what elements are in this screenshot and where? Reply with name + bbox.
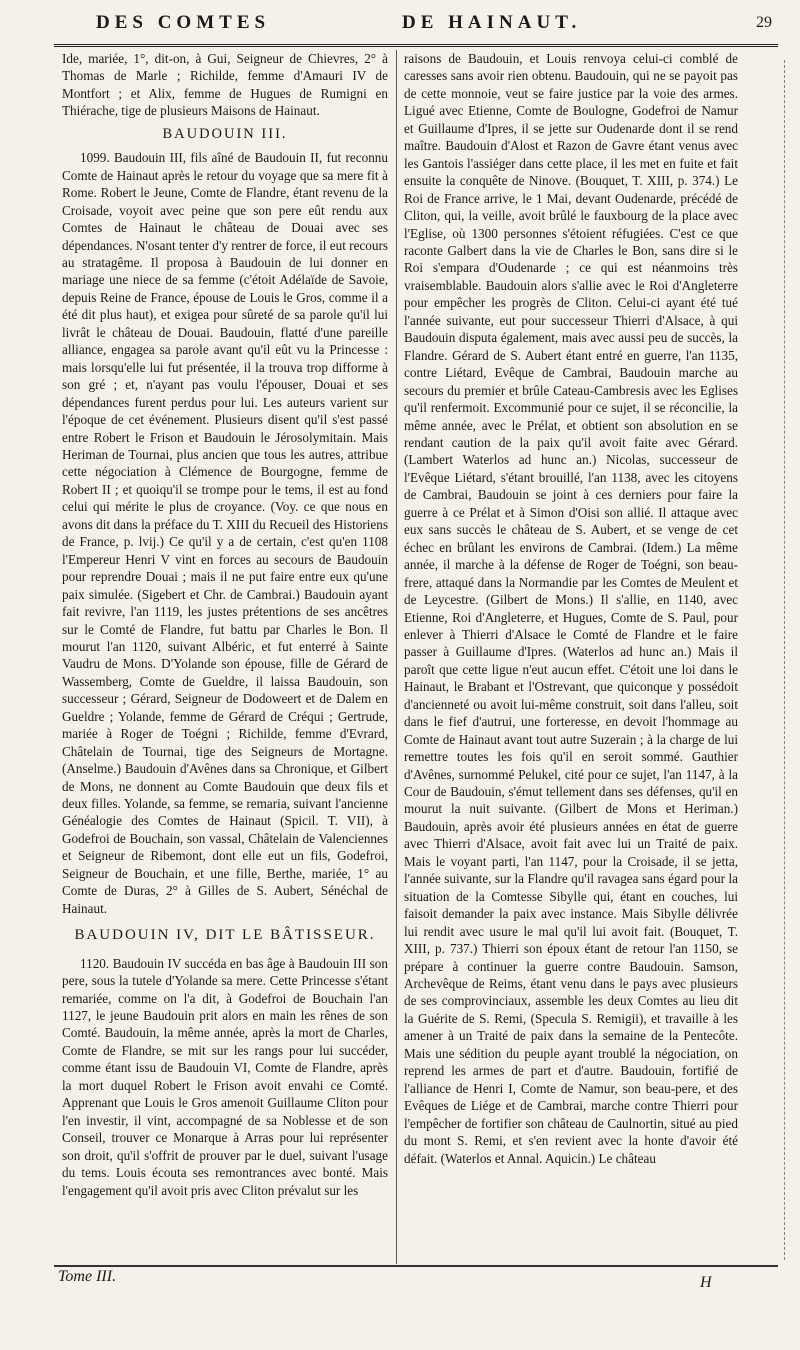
- page-edge: [784, 60, 788, 1260]
- header-rule: [54, 44, 778, 47]
- paragraph-baudouin-iv: 1120. Baudouin IV succéda en bas âge à Baudouin III son pere, sous la tutele d'Yolande sa mere. Cette Princesse s'étant remariée, comme on l'a dit, à Godefroi de Bouchain l'an 1127, le jeune Baudouin prit alors en main les rênes de son Comté. Baudouin, la même année, après la mort de Charles, Comte de Flandre, se mit sur les rangs pour lui succéder, comme étant issu de Baudouin VI, Comte de Flandre, après la mort duquel Robert le Frison avoit envahi ce Comté. Apprenant que Louis le Gros amenoit Guillaume Cliton pour l'en investir, il vint, accompagné de sa Noblesse et de son Conseil, trouver ce Monarque à Arras pour lui représenter son droit, qu'il s'offrit de prouver par le duel, suivant l'usage du tems. Louis écouta ses remontrances avec bonté. Mais l'engagement qu'il avoit pris avec Cliton prévalut sur les: [62, 955, 388, 1198]
- section-heading-baudouin-iv: BAUDOUIN IV, DIT LE BÂTISSEUR.: [74, 927, 376, 944]
- signature-mark: H: [700, 1274, 712, 1291]
- section-heading-baudouin-iii: BAUDOUIN III.: [162, 125, 288, 142]
- running-head: [50, 6, 782, 40]
- running-head-left: DES COMTES: [96, 12, 271, 33]
- intro-paragraph: Ide, mariée, 1°, dit-on, à Gui, Seigneur de Chievres, 2° à Thomas de Marle ; Richilde, femme d'Amauri IV de Montfort ; et Alix, femme de Hugues de Rumigni en Thiérache, tige de plusieurs Maisons de Hainaut.: [62, 51, 388, 119]
- running-head-right: DE HAINAUT.: [402, 12, 582, 33]
- left-column: [62, 50, 388, 1262]
- page-number: 29: [756, 14, 772, 31]
- footer-rule: [54, 1265, 778, 1267]
- paragraph-right: raisons de Baudouin, et Louis renvoya celui-ci comblé de caresses sans avoir rien obtenu. Baudouin, qui ne se payoit pas de cette monnoie, veut se faire justice par la voie des armes. Ligué avec Etienne, Comte de Boulogne, Godefroi de Namur et Guillaume d'Ipres, il se jette sur Oudenarde dont il se rend maître. Baudouin d'Alost et Razon de Gavre étant venus avec les Gantois l'assiéger dans cette place, il les met en fuite et fait ensuite la conquête de Ninove. (Bouquet, T. XIII, p. 374.) Le Roi de France arrive, le 1 Mai, devant Oudenarde, précédé de Cliton, qui, la veille, avoit brûlé le fauxbourg de la place avec l'Eglise, où 1300 personnes s'étoient réfugiées. C'est ce que raconte Galbert dans la vie de Charles le Bon, sans dire si le Roi s'empara d'Oudenarde ; ce qui est néanmoins très vraisemblable. Baudouin alors s'allie avec le Roi d'Angleterre pour empêcher les progrès de Cliton. Celui-ci ayant été tué l'année suivante, eut pour successeur Thierri d'Alsace, à qui Baudouin disputa également, mais avec aussi peu de succès, la Flandre. Gérard de S. Aubert étant entré en guerre, l'an 1135, contre Liétard, Evêque de Cambrai, Baudouin marche au secours du premier et brûle Cateau-Cambresis avec les Eglises qu'il renfermoit. Excommunié pour ce sujet, il se réconcilie, la même année, avec le Prélat, et obtient son absolution en se rendant caution de la paix qu'il avoit faite avec Gérard. (Lambert Waterlos ad hunc an.) Nicolas, successeur de l'Evêque Liétard, s'étant brouillé, l'an 1138, avec les citoyens de Cambrai, Baudouin se joint à ces derniers pour faire la guerre à ce Prélat et à Simon d'Oisi son allié. Il attaque avec eux sans succès le château de S. Aubert, et se venge de cet échec en brûlant les environs de Cambrai. (Idem.) La même année, il marche à la défense de Roger de Toégni, son beau-frere, attaqué dans la Normandie par les Comtes de Meulent et de Leycestre. (Gilbert de Mons.) Il s'allie, en 1140, avec Etienne, Roi d'Angleterre, et Hugues, Comte de S. Paul, pour enlever à Thierri d'Alsace le Comté de Flandre et le faire passer à Guillaume d'Ipres. (Waterlos ad hunc an.) Mais il paroît que cette ligue n'eut aucun effet. C'étoit une loi dans le Hainaut, le Brabant et l'Ostrevant, que quiconque y possédoit d'ancienneté ou avoit lui-même construit, soit dans l'alleu, soit dans le fief d'autrui, une forteresse, en devoit l'hommage au Comte de Hainaut avant tout autre Suzerain ; à la charge de lui remettre toutes les fois qu'il en seroit sommé. Gauthier d'Avênes, surnommé Pelukel, cité pour ce sujet, l'an 1147, à la Cour de Baudouin, s'émut tellement dans ses défenses, qu'il en mourut la nuit suivante. (Gilbert de Mons et Heriman.) Baudouin, après avoir été plusieurs années en état de guerre avec Thierri d'Alsace, avoit fait avec lui un Traité de paix. Mais le voyant parti, l'an 1147, pour la Croisade, il se jetta, l'année suivante, sur la Flandre qu'il ravagea sans égard pour la situation de la Comtesse Sibylle qui, étant en couches, lui faisoit demander la paix avec instance. Mais Sibylle délivrée lui rendit avec usure le mal qu'il lui avoit fait. (Bouquet, T. XIII, p. 737.) Thierri son époux étant de retour l'an 1150, se prépare à continuer la guerre contre Baudouin. Samson, Archevêque de Reims, étant venu dans le pays avec plusieurs de ses comprovinciaux, assemble les deux Comtes au lieu dit la Guérite de S. Remi, (Specula S. Remigii), et travaille à les amener à un Traité de paix dans la semaine de la Pentecôte. Mais une sédition du peuple ayant troublé la négociation, on reprend les armes de part et d'autre. Baudouin, fortifié de l'alliance de Henri I, Comte de Namur, son beau-pere, et des Evêques de Liége et de Cambrai, marche contre Thierri pour l'empêcher de fortifier son château de Caulnortin, situé au pied du mont S. Remi, et s'en revient avec la honte d'avoir été défait. (Waterlos et Annal. Aquicin.) Le château: [404, 51, 738, 1166]
- paragraph-baudouin-iii: 1099. Baudouin III, fils aîné de Baudouin II, fut reconnu Comte de Hainaut après le retour du voyage que sa mere fit à Rome. Robert le Jeune, Comte de Flandre, étant revenu de la Croisade, voyoit avec peine que son pere eût rendu aux Comtes de Hainaut le château de Douai avec ses dépendances. N'osant tenter d'y rentrer de force, il eut recours au stratagême. Il proposa à Baudouin de lui donner en mariage une niece de sa femme (c'étoit Adélaïde de Savoie, depuis Reine de France, épouse de Louis le Gros, comme il a été dit plus haut), et exigea pour sûreté de sa parole qu'il lui livrât le château de Douai. Baudouin, flatté d'une pareille alliance, engagea sa parole avant qu'il eût vu la Princesse : mais lorsqu'elle lui fut présentée, il la trouva trop difforme à son gré ; et, n'ayant pas voulu l'épouser, Douai et ses dépendances furent perdus pour lui. Les auteurs varient sur l'époque de cet événement. Plusieurs disent qu'il s'est passé entre Robert le Frison et Baudouin le Jérosolymitain. Mais Heriman de Tournai, plus ancien que tous les autres, attribue cette négociation à Clémence de Bourgogne, femme de Robert II ; et quoiqu'il se trompe pour le tems, il est au fond celui qui mérite le plus de croyance. (Voy. ce que nous en avons dit dans la préface du T. XIII du Recueil des Historiens de France, p. lvij.) Ce qu'il y a de certain, c'est qu'en 1108 l'Empereur Henri V vint en forces au secours de Baudouin pour reprendre Douai ; mais il ne put faire entre eux qu'une paix simulée. (Sigebert et Chr. de Cambrai.) Baudouin ayant fait revivre, l'an 1119, les justes prétentions de ses ancêtres sur le Comté de Flandre, fut battu par Charles le Bon. Il mourut l'an 1120, suivant Albéric, et fut enterré à Sainte Vaudru de Mons. D'Yolande son épouse, fille de Gérard de Wassemberg, Comte de Gueldre, il laissa Baudouin, son successeur ; Gérard, Seigneur de Dodoweert et de Dalem en Gueldre ; Yolande, femme de Gérard de Créqui ; Gertrude, mariée à Roger de Toégni ; Richilde, femme d'Evrard, Châtelain de Tournai, tige des Seigneurs de Mortagne. (Anselme.) Baudouin d'Avênes dans sa Chronique, et Gilbert de Mons, ne donnent au Comte Baudouin que deux fils et deux filles. Yolande, sa femme, se remaria, suivant l'ancienne Généalogie des Comtes de Hainaut (Spicil. T. VII), à Godefroi de Bouchain, son vassal, Châtelain de Valenciennes et Seigneur de Ribemont, dont elle eut un fils, Godefroi, Seigneur de Bouchain, et une fille, Berthe, mariée, 1° au Comte de Duras, 2° à Gilles de S. Aubert, Sénéchal de Hainaut.: [62, 150, 388, 916]
- volume-label: Tome III.: [58, 1268, 117, 1285]
- right-column: [404, 50, 738, 1262]
- column-divider: [396, 50, 397, 1264]
